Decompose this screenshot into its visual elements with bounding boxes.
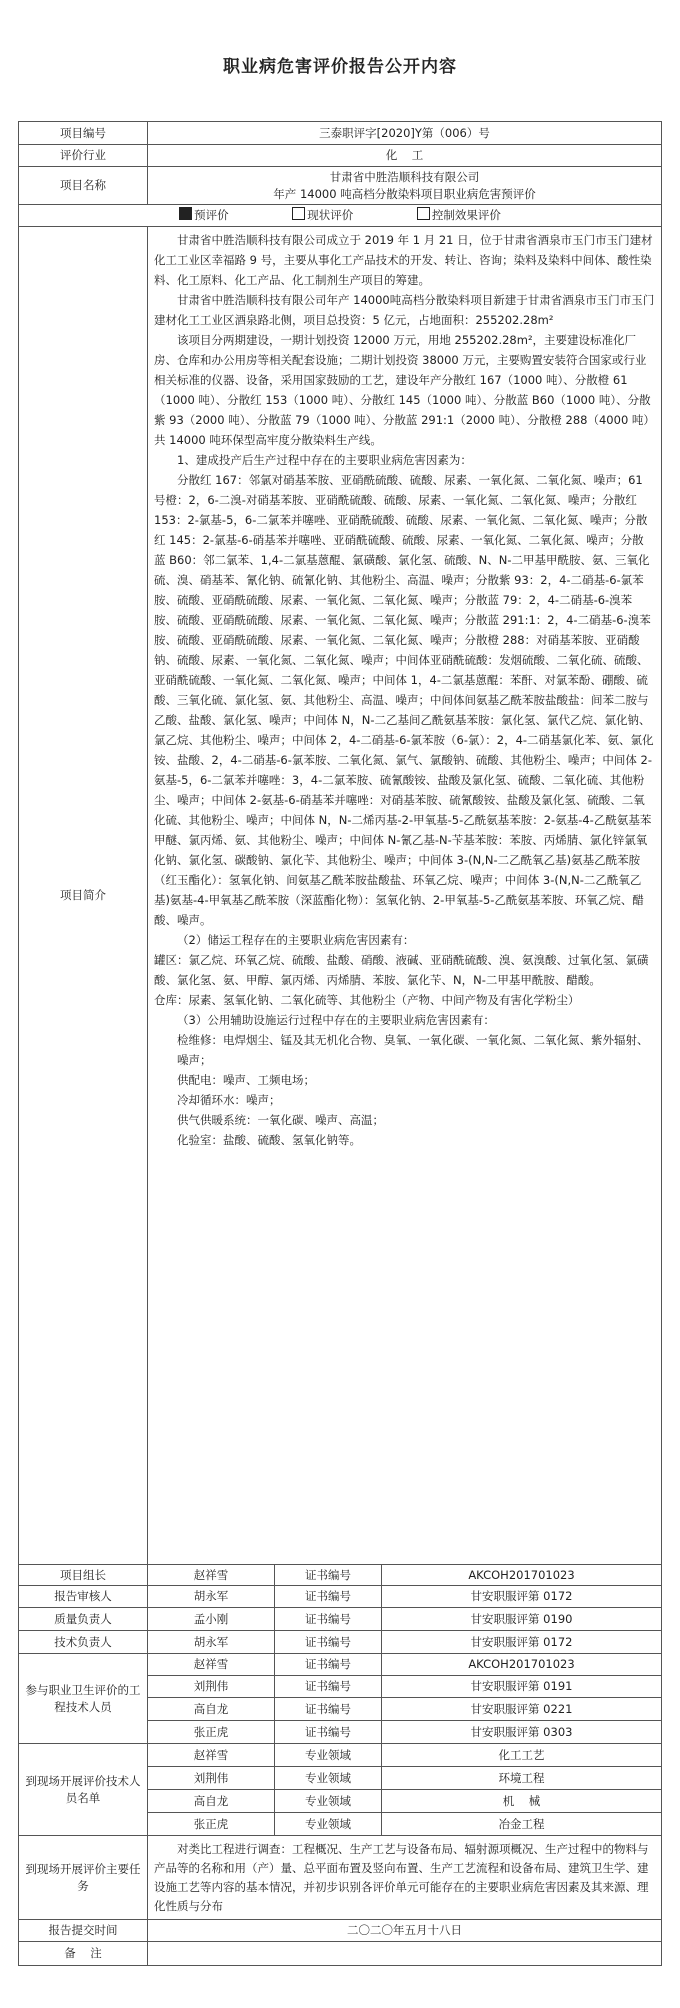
remarks-label: 备 注 <box>19 1942 148 1966</box>
engineer-cert: 甘安职服评第 0303 <box>382 1721 662 1744</box>
row-site-task <box>19 1836 662 1920</box>
checkbox-checked-icon <box>179 207 192 220</box>
tech-role: 技术负责人 <box>19 1631 148 1654</box>
intro-para-lab: 化验室：盐酸、硫酸、氢氧化钠等。 <box>177 1133 361 1147</box>
engineer-row <box>19 1654 662 1676</box>
leader-cert-label: 证书编号 <box>275 1565 382 1586</box>
intro-para-warehouse: 仓库：尿素、氢氧化钠、二氧化硫等、其他粉尘（产物、中间产物及有害化学粉尘） <box>154 993 580 1007</box>
row-project-name <box>19 167 662 205</box>
row-reviewer <box>19 1586 662 1608</box>
engineer-cert-label: 证书编号 <box>275 1676 382 1698</box>
intro-para-gas-heating: 供气供暖系统：一氧化碳、噪声、高温； <box>177 1113 384 1127</box>
row-leader <box>19 1565 662 1586</box>
reviewer-cert: 甘安职服评第 0172 <box>382 1586 662 1608</box>
intro-content <box>148 227 662 1565</box>
industry-label: 评价行业 <box>19 145 148 167</box>
engineer-cert-label: 证书编号 <box>275 1654 382 1676</box>
engineer-name: 高自龙 <box>148 1698 275 1721</box>
eval-type-pre: 预评价 <box>179 207 229 224</box>
site-staff-row <box>19 1744 662 1767</box>
intro-para-storage-heading: （2）储运工程存在的主要职业病危害因素有： <box>177 933 415 947</box>
row-eval-type <box>19 205 662 227</box>
quality-role: 质量负责人 <box>19 1608 148 1631</box>
engineer-cert: 甘安职服评第 0221 <box>382 1698 662 1721</box>
checkbox-empty-icon <box>417 207 430 220</box>
row-remarks <box>19 1942 662 1966</box>
quality-cert: 甘安职服评第 0190 <box>382 1608 662 1631</box>
remarks-value <box>148 1942 662 1966</box>
site-staff-field-label: 专业领域 <box>275 1790 382 1813</box>
engineer-name: 刘荆伟 <box>148 1676 275 1698</box>
tech-cert: 甘安职服评第 0172 <box>382 1631 662 1654</box>
checkbox-empty-icon <box>292 207 305 220</box>
row-intro <box>19 227 662 1565</box>
engineer-cert: AKCOH201701023 <box>382 1654 662 1676</box>
tech-name: 胡永军 <box>148 1631 275 1654</box>
row-project-number <box>19 122 662 145</box>
project-name: 年产 14000 吨高档分散染料项目职业病危害预评价 <box>273 186 536 201</box>
intro-para-investment: 该项目分两期建设，一期计划投资 12000 万元，用地 255202.28m²，主要建设标准化厂房、仓库和办公用房等相关配套设施；二期计划投资 38000 万元，主要购置安装符合国家或行业相关标准的仪器、设备，采用国家鼓励的工艺，建设年产分散红 167（1000 吨）、分散橙 61（1000 吨）、分散红 153（1000 吨）、分散红 145（1000 吨）、分散蓝 B60（1000 吨）、分散紫 93（2000 吨）、分散蓝 79（1000 吨）、分散蓝 291:1（2000 吨）、分散橙 288（4000 吨）共 14000 吨环保型高牢度分散染料生产线。 <box>154 333 655 447</box>
site-staff-field: 机 械 <box>382 1790 662 1813</box>
intro-para-hazards-heading: 1、建成投产后生产过程中存在的主要职业病危害因素为： <box>177 453 472 467</box>
site-staff-field: 环境工程 <box>382 1767 662 1790</box>
site-staff-field-label: 专业领域 <box>275 1767 382 1790</box>
submit-time-value: 二〇二〇年五月十八日 <box>148 1920 662 1942</box>
row-industry <box>19 145 662 167</box>
project-name-label: 项目名称 <box>19 167 148 205</box>
row-quality <box>19 1608 662 1631</box>
site-staff-field: 化工工艺 <box>382 1744 662 1767</box>
intro-para-location: 甘肃省中胜浩顺科技有限公司年产 14000吨高档分散染料项目新建于甘肃省酒泉市玉门市玉门建材化工工业区酒泉路北侧，项目总投资：5 亿元，占地面积：255202.28m² <box>154 293 655 327</box>
quality-cert-label: 证书编号 <box>275 1608 382 1631</box>
eval-type-control: 控制效果评价 <box>417 207 501 224</box>
engineer-name: 赵祥雪 <box>148 1654 275 1676</box>
engineer-cert-label: 证书编号 <box>275 1698 382 1721</box>
intro-para-cooling: 冷却循环水：噪声； <box>177 1093 281 1107</box>
site-staff-name: 张正虎 <box>148 1813 275 1836</box>
project-number-label: 项目编号 <box>19 122 148 145</box>
project-company: 甘肃省中胜浩顺科技有限公司 <box>329 169 480 184</box>
engineer-cert-label: 证书编号 <box>275 1721 382 1744</box>
project-number-value: 三泰职评字[2020]Y第（006）号 <box>148 122 662 145</box>
site-staff-name: 高自龙 <box>148 1790 275 1813</box>
report-table <box>18 121 662 1966</box>
intro-label: 项目简介 <box>19 227 148 1565</box>
site-staff-name: 赵祥雪 <box>148 1744 275 1767</box>
intro-para-tank-area: 罐区：氯乙烷、环氧乙烷、硫酸、盐酸、硝酸、液碱、亚硝酰硫酸、溴、氨溴酸、过氧化氢、氯磺酸、氯化氢、氨、甲醇、氯丙烯、丙烯腈、苯胺、氯化苄、N，N-二甲基甲酰胺、醋酸。 <box>154 953 649 987</box>
intro-para-hazards-production: 分散红 167：邻氯对硝基苯胺、亚硝酰硫酸、硫酸、尿素、一氧化氮、二氧化氮、噪声；61 号橙：2，6-二溴-对硝基苯胺、亚硝酰硫酸、硫酸、尿素、一氧化氮、二氧化氮、噪声；分散红 153：2-氯基-5，6-二氯苯并噻唑、亚硝酰硫酸、硫酸、尿素、一氧化氮、二氧化氮、噪声；分散红 145：2-氯基-6-硝基苯并噻唑、亚硝酰硫酸、硫酸、尿素、一氧化氮、二氧化氮、噪声；分散蓝 B60：邻二氯苯、1,4-二氯基蒽醌、氯磺酸、氯化氢、硫酸、N、N-二甲基甲酰胺、氨、三氧化硫、溴、硝基苯、氰化钠、硫氰化钠、其他粉尘、高温、噪声；分散紫 93：2，4-二硝基-6-氯苯胺、硫酸、亚硝酰硫酸、尿素、一氧化氮、二氧化氮、噪声；分散蓝 79：2，4-二硝基-6-溴苯胺、硫酸、亚硝酰硫酸、尿素、一氧化氮、二氧化氮、噪声；分散蓝 291:1：2，4-二硝基-6-溴苯胺、硫酸、亚硝酰硫酸、尿素、一氧化氮、二氧化氮、噪声；分散橙 288：对硝基苯胺、亚硝酸钠、硫酸、尿素、一氧化氮、二氧化氮、噪声；中间体亚硝酰硫酸：发烟硫酸、二氧化硫、硫酸、亚硝酰硫酸、一氧化氮、二氧化氮、噪声；中间体 1，4-二氯基蒽醌：苯酐、对氯苯酚、硼酸、硫酸、三氧化硫、氯化氢、氨、其他粉尘、高温、噪声；中间体间氨基乙酰苯胺盐酸盐：间苯二胺与乙酸、盐酸、氯化氢、噪声；中间体 N，N-二乙基间乙酰氨基苯胺：氯化氢、氯代乙烷、氯化钠、氯乙烷、其他粉尘、噪声；中间体 2，4-二硝基-6-氯苯胺（6-氯）：2，4-二硝基氯化苯、氨、氯化铵、盐酸、2，4-二硝基-6-氯苯胺、二氧化氮、氯气、氯酸钠、硫酸、其他粉尘、噪声；中间体 2-氨基-5，6-二氯苯并噻唑：3，4-二氯苯胺、硫氰酸铵、盐酸及氯化氢、硫酸、二氧化硫、其他粉尘、噪声；中间体 2-氨基-6-硝基苯并噻唑：对硝基苯胺、硫氰酸铵、盐酸及氯化氢、硫酸、二氧化硫、其他粉尘、噪声；中间体 N，N-二烯丙基-2-甲氧基-5-乙酰氨基苯胺：2-氨基-4-乙酰氨基苯甲醚、氯丙烯、氨、其他粉尘、噪声；中间体 N-氰乙基-N-苄基苯胺：苯胺、丙烯腈、氯化锌氯氧化钠、氯化氢、碳酸钠、氯化苄、其他粉尘、噪声；中间体 3-(N,N-二乙酰氧乙基)氨基乙酰苯胺（红玉酯化）：氢氧化钠、间氨基乙酰苯胺盐酸盐、环氧乙烷、噪声；中间体 3-(N,N-二乙酰氧乙基)氨基-4-甲氧基乙酰苯胺（深蓝酯化物）：氢氧化钠、2-甲氧基-5-乙酰氨基苯胺、环氧乙烷、醋酸、噪声。 <box>154 473 654 927</box>
intro-para-company: 甘肃省中胜浩顺科技有限公司成立于 2019 年 1 月 21 日，位于甘肃省酒泉市玉门市玉门建材化工工业区幸福路 9 号，主要从事化工产品技术的开发、转让、咨询；染料及染料中间体、酸性染料、化工原料、化工产品、化工制剂生产项目的筹建。 <box>154 233 653 287</box>
site-task-label: 到现场开展评价主要任务 <box>19 1836 148 1920</box>
engineer-cert: 甘安职服评第 0191 <box>382 1676 662 1698</box>
leader-cert: AKCOH201701023 <box>382 1565 662 1586</box>
site-staff-field: 冶金工程 <box>382 1813 662 1836</box>
eval-type-options <box>19 205 662 227</box>
intro-para-maintenance: 检维修：电焊烟尘、锰及其无机化合物、臭氧、一氧化碳、一氧化氮、二氧化氮、紫外辐射、噪声； <box>177 1033 649 1067</box>
leader-name: 赵祥雪 <box>148 1565 275 1586</box>
engineers-label: 参与职业卫生评价的工程技术人员 <box>19 1654 148 1744</box>
site-staff-label: 到现场开展评价技术人员名单 <box>19 1744 148 1836</box>
project-name-value <box>148 167 662 205</box>
industry-value: 化 工 <box>148 145 662 167</box>
eval-type-status: 现状评价 <box>292 207 353 224</box>
site-staff-field-label: 专业领域 <box>275 1813 382 1836</box>
intro-para-power: 供配电：噪声、工频电场； <box>177 1073 315 1087</box>
quality-name: 孟小刚 <box>148 1608 275 1631</box>
site-staff-field-label: 专业领域 <box>275 1744 382 1767</box>
tech-cert-label: 证书编号 <box>275 1631 382 1654</box>
row-tech <box>19 1631 662 1654</box>
reviewer-role: 报告审核人 <box>19 1586 148 1608</box>
leader-role: 项目组长 <box>19 1565 148 1586</box>
intro-para-utility-heading: （3）公用辅助设施运行过程中存在的主要职业病危害因素有： <box>177 1013 495 1027</box>
site-staff-name: 刘荆伟 <box>148 1767 275 1790</box>
site-task-value: 对类比工程进行调查：工程概况、生产工艺与设备布局、辐射源项概况、生产过程中的物料与产品等的名称和用（产）量、总平面布置及竖向布置、生产工艺流程和设备布局、建筑卫生学、建设施工艺等内容的基本情况，并初步识别各评价单元可能存在的主要职业病危害因素及其来源、理化性质与分布 <box>148 1836 662 1920</box>
reviewer-cert-label: 证书编号 <box>275 1586 382 1608</box>
reviewer-name: 胡永军 <box>148 1586 275 1608</box>
engineer-name: 张正虎 <box>148 1721 275 1744</box>
submit-time-label: 报告提交时间 <box>19 1920 148 1942</box>
row-submit-time <box>19 1920 662 1942</box>
page-title: 职业病危害评价报告公开内容 <box>223 57 457 77</box>
